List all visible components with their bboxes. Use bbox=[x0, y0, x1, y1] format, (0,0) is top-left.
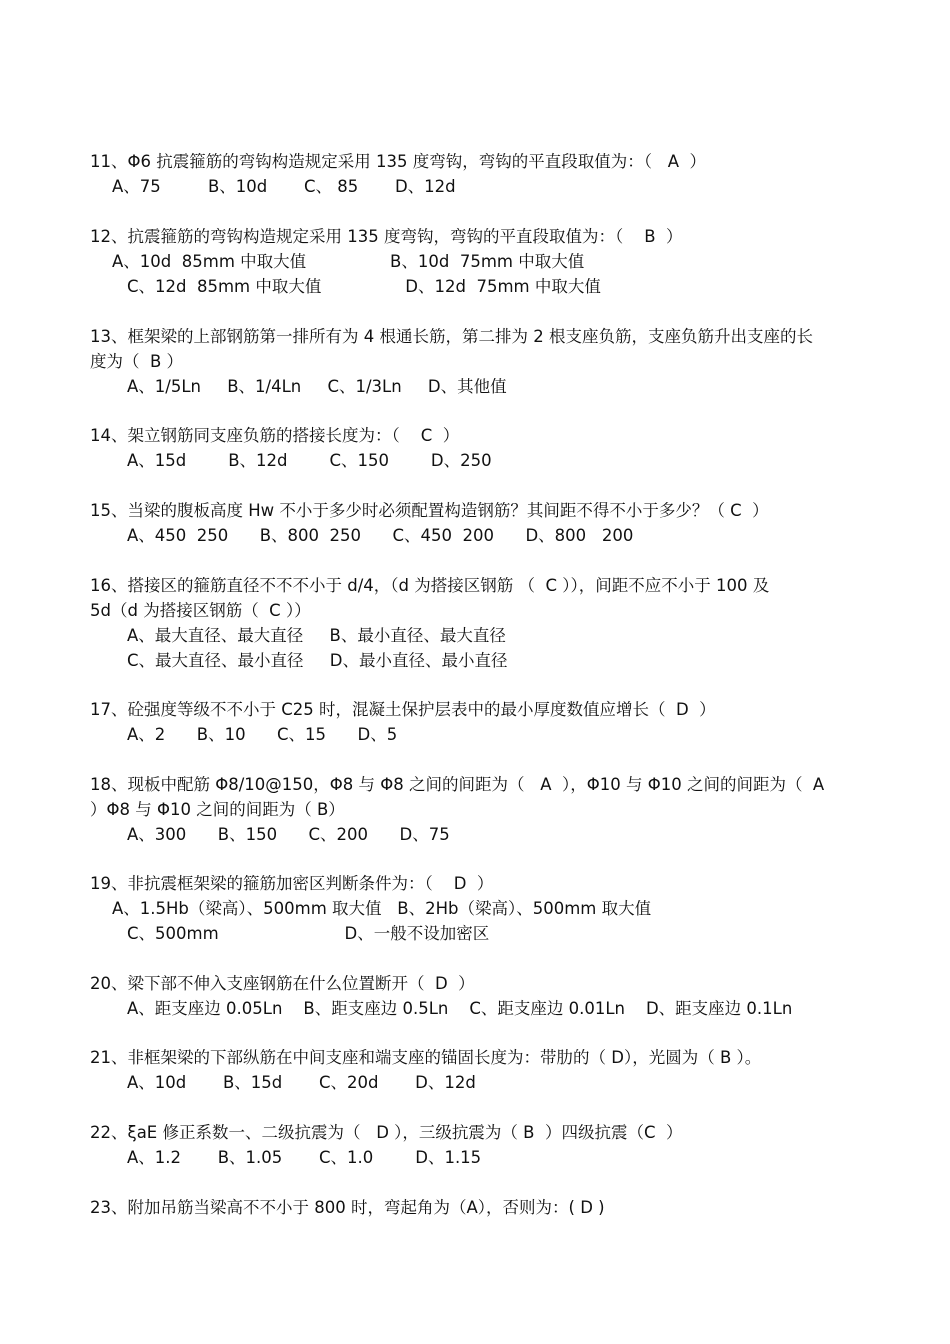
answer-options-line: C、500mm D、一般不设加密区 bbox=[127, 924, 490, 943]
question-stem-line: 12、抗震箍筋的弯钩构造规定采用 135 度弯钩，弯钩的平直段取值为：（ B ） bbox=[90, 227, 683, 246]
answer-options-line: C、最大直径、最小直径 D、最小直径、最小直径 bbox=[127, 651, 508, 670]
question-stem-line: 度为（ B ） bbox=[90, 352, 184, 371]
question-stem-line: 20、梁下部不伸入支座钢筋在什么位置断开（ D ） bbox=[90, 974, 475, 993]
question-stem-line: 18、现板中配筋 Φ8/10@150，Φ8 与 Φ8 之间的间距为（ A ），Φ10 与 Φ10 之间的间距为（ A bbox=[90, 775, 825, 794]
question-stem-line: 16、搭接区的箍筋直径不不不小于 d/4，（d 为搭接区钢筋 （ C ）），间距不应不小于 100 及 bbox=[90, 576, 770, 595]
question-stem-line: 13、框架梁的上部钢筋第一排所有为 4 根通长筋，第二排为 2 根支座负筋，支座负筋升出支座的长 bbox=[90, 327, 813, 346]
answer-options-line: A、15d B、12d C、150 D、250 bbox=[127, 451, 492, 470]
answer-options-line: C、12d 85mm 中取大值 D、12d 75mm 中取大值 bbox=[127, 277, 601, 296]
answer-options-line: A、2 B、10 C、15 D、5 bbox=[127, 725, 398, 744]
answer-options-line: A、75 B、10d C、 85 D、12d bbox=[112, 177, 456, 196]
answer-options-line: A、10d 85mm 中取大值 B、10d 75mm 中取大值 bbox=[112, 252, 585, 271]
question-stem-line: 15、当梁的腹板高度 Hw 不小于多少时必须配置构造钢筋？其间距不得不小于多少？（ C ） bbox=[90, 501, 769, 520]
answer-options-line: A、10d B、15d C、20d D、12d bbox=[127, 1073, 476, 1092]
question-stem-line: 21、非框架梁的下部纵筋在中间支座和端支座的锚固长度为：带肋的（ D），光圆为（ B ）。 bbox=[90, 1048, 762, 1067]
question-stem-line: 22、ξaE 修正系数一、二级抗震为（ D ），三级抗震为（ B ）四级抗震（C ） bbox=[90, 1123, 683, 1142]
answer-options-line: A、最大直径、最大直径 B、最小直径、最大直径 bbox=[127, 626, 506, 645]
answer-options-line: A、300 B、150 C、200 D、75 bbox=[127, 825, 450, 844]
answer-options-line: A、1.5Hb（梁高）、500mm 取大值 B、2Hb（梁高）、500mm 取大值 bbox=[112, 899, 652, 918]
question-stem-line: 23、附加吊筋当梁高不不小于 800 时，弯起角为（A），否则为：( D ) bbox=[90, 1198, 605, 1217]
question-stem-line: 5d（d 为搭接区钢筋（ C ）） bbox=[90, 601, 311, 620]
question-stem-line: 19、非抗震框架梁的箍筋加密区判断条件为：（ D ） bbox=[90, 874, 494, 893]
answer-options-line: A、450 250 B、800 250 C、450 200 D、800 200 bbox=[127, 526, 634, 545]
question-stem-line: 17、砼强度等级不不小于 C25 时，混凝土保护层表中的最小厚度数值应增长（ D ） bbox=[90, 700, 716, 719]
question-stem-line: 14、架立钢筋同支座负筋的搭接长度为：（ C ） bbox=[90, 426, 460, 445]
question-stem-line: ）Φ8 与 Φ10 之间的间距为（ B） bbox=[90, 800, 345, 819]
answer-options-line: A、1/5Ln B、1/4Ln C、1/3Ln D、其他值 bbox=[127, 377, 507, 396]
answer-options-line: A、1.2 B、1.05 C、1.0 D、1.15 bbox=[127, 1148, 482, 1167]
question-stem-line: 11、Φ6 抗震箍筋的弯钩构造规定采用 135 度弯钩，弯钩的平直段取值为：（ A ） bbox=[90, 152, 706, 171]
answer-options-line: A、距支座边 0.05Ln B、距支座边 0.5Ln C、距支座边 0.01Ln D、距支座边 0.1Ln bbox=[127, 999, 793, 1018]
